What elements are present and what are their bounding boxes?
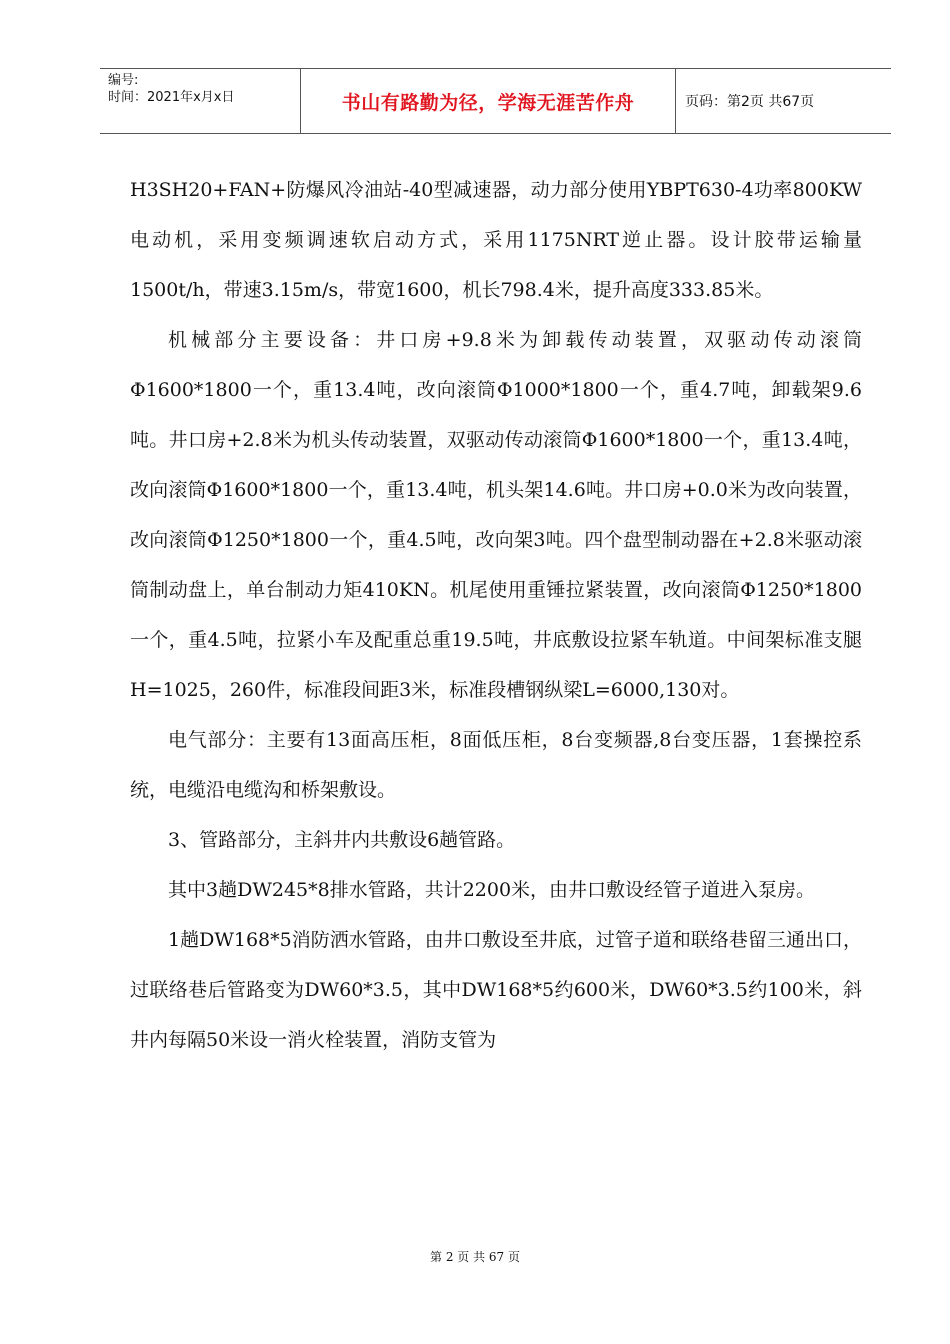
header-meta-cell (100, 69, 301, 133)
page-code: 页码：第2页 共67页 (685, 94, 815, 110)
paragraph-pipeline-heading: 3、管路部分，主斜井内共敷设6趟管路。 (168, 829, 516, 851)
paragraph-fire-water: 1趟DW168*5消防洒水管路，由井口敷设至井底，过管子道和联络巷留三通出口，过联络巷后管路变为DW60*3.5，其中DW168*5约600米，DW60*3.5约100米，斜井内每隔50米设一消火栓装置，消防支管为 (130, 929, 862, 1051)
motto-text: 书山有路勤为径，学海无涯苦作舟 (341, 91, 635, 114)
document-body (130, 165, 862, 1065)
page-footer: 第 2 页 共 67 页 (430, 1250, 520, 1264)
time-label: 时间：2021年x月x日 (108, 90, 235, 105)
paragraph-electrical: 电气部分：主要有13面高压柜，8面低压柜，8台变频器,8台变压器，1套操控系统，电缆沿电缆沟和桥架敷设。 (130, 729, 862, 801)
paragraph-motor-spec: H3SH20+FAN+防爆风冷油站-40型减速器，动力部分使用YBPT630-4功率800KW电动机，采用变频调速软启动方式，采用1175NRT逆止器。设计胶带运输量1500t/h，带速3.15m/s，带宽1600，机长798.4米，提升高度333.85米。 (130, 179, 862, 301)
paragraph-drainage: 其中3趟DW245*8排水管路，共计2200米，由井口敷设经管子道进入泵房。 (168, 879, 816, 901)
page-header (100, 68, 891, 134)
paragraph-mechanical: 机械部分主要设备：井口房+9.8米为卸载传动装置，双驱动传动滚筒Φ1600*1800一个，重13.4吨，改向滚筒Φ1000*1800一个，重4.7吨，卸载架9.6吨。井口房+2.8米为机头传动装置，双驱动传动滚筒Φ1600*1800一个，重13.4吨，改向滚筒Φ1600*1800一个，重13.4吨，机头架14.6吨。井口房+0.0米为改向装置，改向滚筒Φ1250*1800一个，重4.5吨，改向架3吨。四个盘型制动器在+2.8米驱动滚筒制动盘上，单台制动力矩410KN。机尾使用重锤拉紧装置，改向滚筒Φ1250*1800一个，重4.5吨，拉紧小车及配重总重19.5吨，井底敷设拉紧车轨道。中间架标准支腿H=1025，260件，标准段间距3米，标准段槽钢纵梁L=6000,130对。 (130, 329, 862, 701)
header-page-cell (676, 69, 891, 133)
header-motto-cell (301, 69, 676, 133)
serial-number-label: 编号: (108, 73, 139, 88)
